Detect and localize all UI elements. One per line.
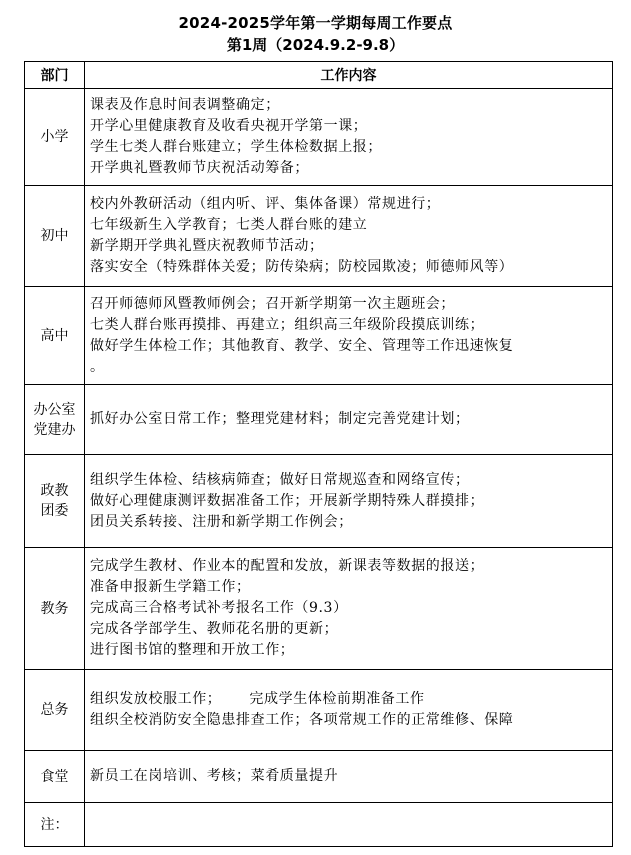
- content-line: 开学典礼暨教师节庆祝活动筹备；: [90, 160, 309, 176]
- dept-line: 政教: [40, 483, 69, 499]
- content-line: 准备申报新生学籍工作；: [90, 579, 251, 595]
- table-row: [25, 186, 613, 287]
- content-line: 完成高三合格考试补考报名工作（9.3）: [90, 600, 348, 616]
- dept-line: 办公室: [33, 401, 76, 418]
- content-academic: [85, 548, 613, 670]
- weekly-work-table: [24, 61, 613, 847]
- content-line: 完成学生教材、作业本的配置和发放，新课表等数据的报送；: [90, 558, 485, 574]
- content-line: 召开师德师风暨教师例会；召开新学期第一次主题班会；: [90, 295, 455, 312]
- content-line: 校内外教研活动（组内听、评、集体备课）常规进行；: [90, 196, 441, 212]
- document-subtitle: 第1周（2024.9.2-9.8）: [226, 36, 405, 54]
- header-dept: 部门: [25, 62, 85, 89]
- table-row: [25, 803, 613, 847]
- dept-senior: 高中: [25, 287, 85, 385]
- content-junior: [85, 186, 613, 287]
- dept-political: [25, 455, 85, 548]
- content-line: 七类人群台账再摸排、再建立；组织高三年级阶段摸底训练；: [90, 316, 485, 333]
- content-line: 进行图书馆的整理和开放工作；: [90, 642, 295, 658]
- content-line: 做好学生体检工作；其他教育、教学、安全、管理等工作迅速恢复: [90, 337, 514, 354]
- content-line: 组织学生体检、结核病筛查；做好日常规巡查和网络宣传；: [90, 471, 470, 488]
- content-senior: [85, 287, 613, 385]
- dept-junior: 初中: [25, 186, 85, 287]
- content-office: [85, 385, 613, 455]
- content-line: 团员关系转接、注册和新学期工作例会；: [90, 513, 353, 530]
- content-line: 新学期开学典礼暨庆祝教师节活动；: [90, 238, 324, 254]
- content-line: 。: [90, 358, 105, 375]
- content-line: 七年级新生入学教育；七类人群台账的建立: [90, 217, 368, 233]
- dept-canteen: 食堂: [25, 751, 85, 803]
- dept-academic: 教务: [25, 548, 85, 670]
- content-primary: [85, 89, 613, 186]
- table-header-row: [25, 62, 613, 89]
- content-line: 开学心里健康教育及收看央视开学第一课；: [90, 118, 368, 134]
- table-row: [25, 548, 613, 670]
- content-line: 落实安全（特殊群体关爱；防传染病；防校园欺凌；师德师风等）: [90, 259, 514, 275]
- dept-line: 党建办: [33, 421, 76, 438]
- table-row: [25, 89, 613, 186]
- dept-line: 团委: [40, 503, 69, 519]
- content-segment: 组织发放校服工作；: [90, 691, 222, 707]
- dept-general-affairs: 总务: [25, 670, 85, 751]
- table-row: [25, 287, 613, 385]
- document-title: 2024-2025学年第一学期每周工作要点: [178, 14, 453, 32]
- content-line: [90, 689, 609, 710]
- dept-primary: 小学: [25, 89, 85, 186]
- content-general-affairs: [85, 670, 613, 751]
- content-line: 课表及作息时间表调整确定；: [90, 97, 280, 113]
- header-content: 工作内容: [85, 62, 613, 89]
- content-line: 做好心理健康测评数据准备工作；开展新学期特殊人群摸排；: [90, 492, 485, 509]
- content-line: 新员工在岗培训、考核；菜肴质量提升: [90, 768, 339, 784]
- dept-note: 注：: [25, 803, 85, 847]
- content-canteen: [85, 751, 613, 803]
- content-note: [85, 803, 613, 847]
- content-segment: 完成学生体检前期准备工作: [249, 691, 425, 707]
- content-political: [85, 455, 613, 548]
- content-line: 组织全校消防安全隐患排查工作；各项常规工作的正常维修、保障: [90, 712, 514, 728]
- content-line: 学生七类人群台账建立；学生体检数据上报；: [90, 139, 382, 155]
- table-row: [25, 670, 613, 751]
- content-line: 完成各学部学生、教师花名册的更新；: [90, 621, 339, 637]
- table-row: [25, 385, 613, 455]
- content-line: 抓好办公室日常工作；整理党建材料；制定完善党建计划；: [90, 411, 470, 427]
- table-row: [25, 455, 613, 548]
- dept-office: [25, 385, 85, 455]
- table-row: [25, 751, 613, 803]
